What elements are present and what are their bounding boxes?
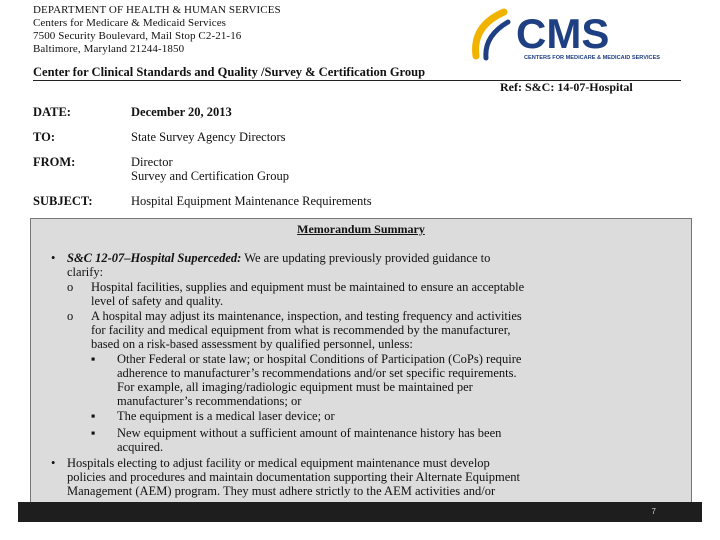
b2-line-2: policies and procedures and maintain documentation supporting their Alternate Equipment — [67, 470, 521, 484]
bullet-1-heading: S&C 12-07–Hospital Superceded: — [67, 251, 242, 265]
subject-value: Hospital Equipment Maintenance Requirements — [131, 194, 372, 208]
sub-sub-bullet-3 — [91, 426, 501, 454]
group-line: Center for Clinical Standards and Quality /Survey & Certification Group — [33, 65, 426, 79]
summary-bullet-1 — [51, 251, 490, 279]
cms-logo — [468, 6, 690, 62]
sub-sub-bullet-1 — [91, 352, 521, 408]
to-value: State Survey Agency Directors — [131, 130, 286, 144]
date-value: December 20, 2013 — [131, 105, 232, 119]
logo-subtitle: CENTERS FOR MEDICARE & MEDICAID SERVICES — [524, 55, 661, 61]
o1-line-2: level of safety and quality. — [91, 294, 224, 308]
square-bullet-icon: ▪ — [91, 409, 96, 423]
agency-line-3: 7500 Security Boulevard, Mail Stop C2-21-16 — [33, 30, 242, 42]
o1-line-1: Hospital facilities, supplies and equipment must be maintained to ensure an acceptable — [91, 280, 525, 294]
b2-line-3: Management (AEM) program. They must adhere strictly to the AEM activities and/or — [67, 484, 496, 498]
sub-sub-bullet-2 — [91, 409, 335, 423]
page-number: 7 — [651, 507, 656, 516]
sub-bullet-o2 — [67, 309, 522, 351]
date-label: DATE: — [33, 105, 71, 119]
logo-wordmark: CMS — [516, 10, 610, 57]
bullet-dot-icon: • — [51, 456, 56, 470]
sub-bullet-o1 — [67, 280, 524, 308]
s1-line-4: manufacturer’s recommendations; or — [117, 394, 302, 408]
memorandum-summary-box — [30, 218, 692, 510]
subject-label: SUBJECT: — [33, 194, 93, 208]
to-label: TO: — [33, 130, 55, 144]
square-bullet-icon: ▪ — [91, 426, 96, 440]
from-value-1: Director — [131, 155, 173, 169]
s1-line-2: adherence to manufacturer’s recommendations and/or set specific requirements. — [117, 366, 517, 380]
slide-footer-bar — [18, 502, 702, 522]
agency-line-4: Baltimore, Maryland 21244-1850 — [33, 43, 185, 55]
o2-line-3: based on a risk-based assessment by qualified personnel, unless: — [91, 337, 413, 351]
o2-line-1: A hospital may adjust its maintenance, inspection, and testing frequency and activities — [91, 309, 522, 323]
summary-title: Memorandum Summary — [297, 222, 425, 236]
b2-line-1: Hospitals electing to adjust facility or medical equipment maintenance must develop — [67, 456, 490, 470]
s1-line-1: Other Federal or state law; or hospital Conditions of Participation (CoPs) require — [117, 352, 522, 366]
s3-line-2: acquired. — [117, 440, 164, 454]
s3-line-1: New equipment without a sufficient amount of maintenance history has been — [117, 426, 502, 440]
agency-line-2: Centers for Medicare & Medicaid Services — [33, 17, 227, 29]
s2-line-1: The equipment is a medical laser device; or — [117, 409, 335, 423]
s1-line-3: For example, all imaging/radiologic equipment must be maintained per — [117, 380, 473, 394]
bullet-1-text: We are updating previously provided guidance to — [241, 251, 491, 265]
circle-bullet-icon: o — [67, 280, 74, 294]
from-label: FROM: — [33, 155, 76, 169]
o2-line-2: for facility and medical equipment from what is recommended by the manufacturer, — [91, 323, 511, 337]
summary-bullet-2 — [51, 456, 520, 498]
square-bullet-icon: ▪ — [91, 352, 96, 366]
bullet-dot-icon: • — [51, 251, 56, 265]
bullet-1-line-2: clarify: — [67, 265, 104, 279]
agency-line-1: DEPARTMENT OF HEALTH & HUMAN SERVICES — [33, 4, 281, 16]
from-value-2: Survey and Certification Group — [131, 169, 289, 183]
circle-bullet-icon: o — [67, 309, 74, 323]
agency-address-block — [33, 4, 281, 56]
reference-number: Ref: S&C: 14-07-Hospital — [500, 80, 633, 94]
